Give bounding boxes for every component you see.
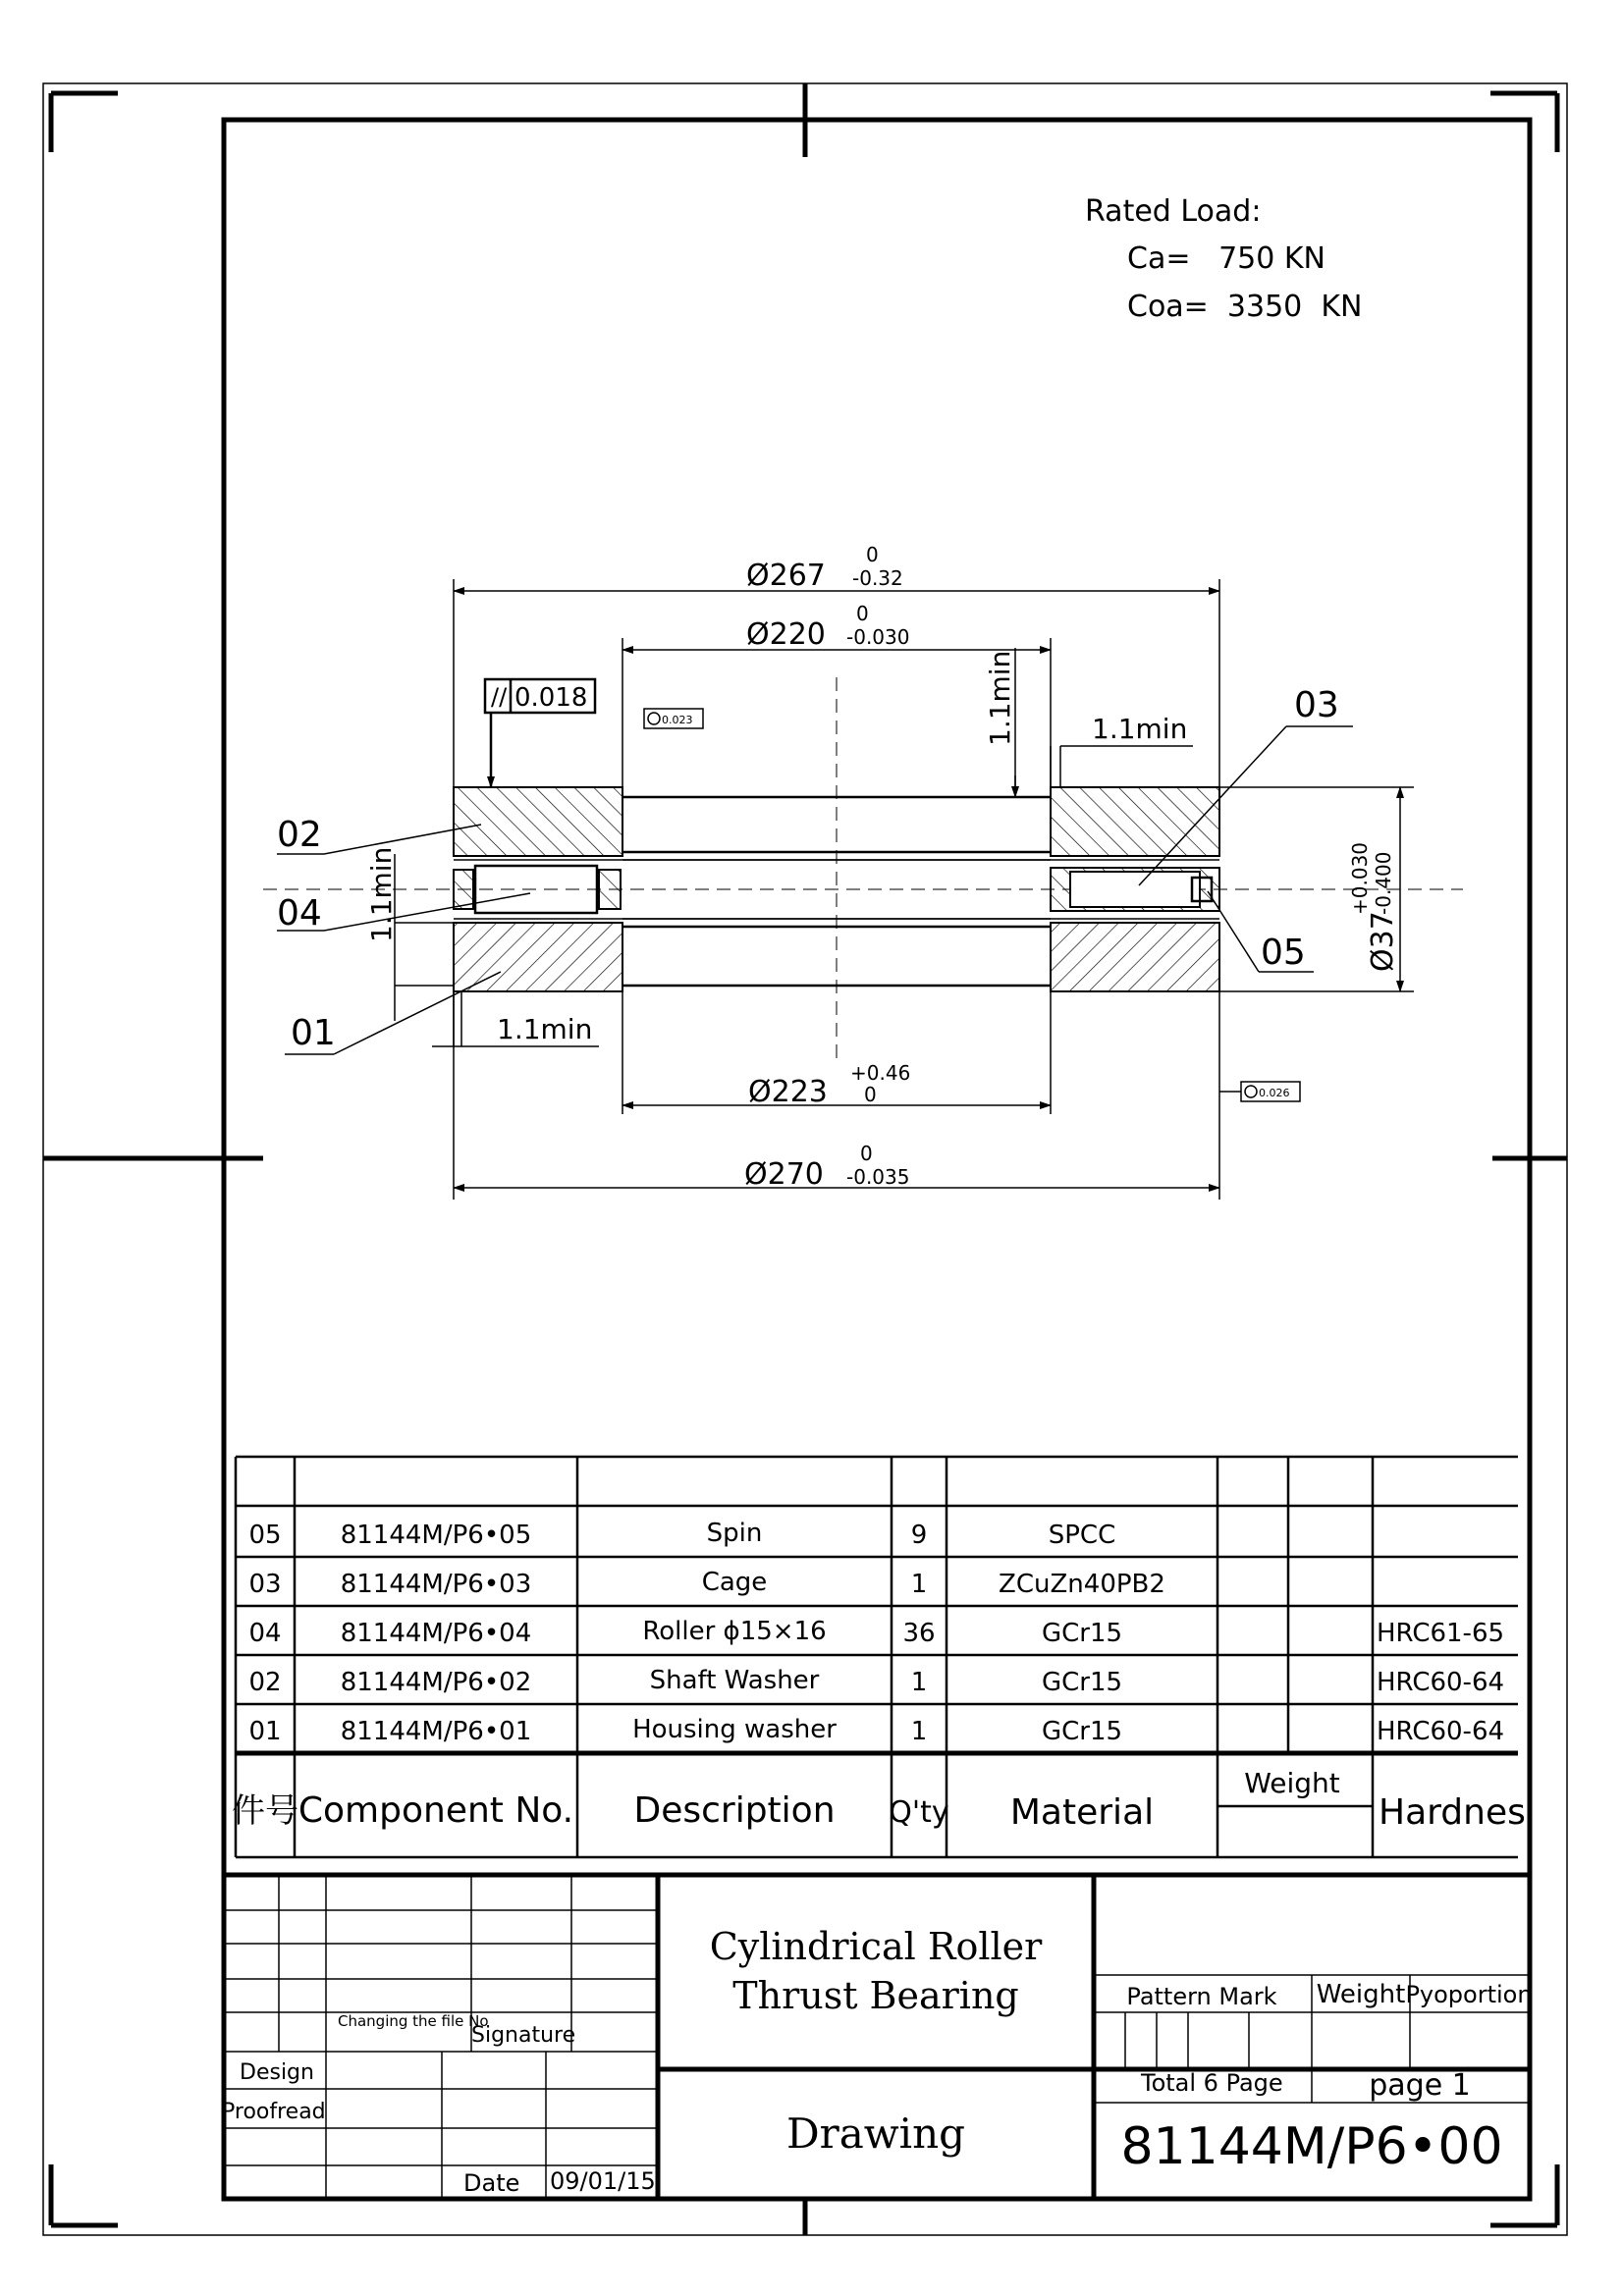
bom-cell-qty: 1 [910,1570,928,1599]
bom-cell-qty: 1 [910,1668,928,1697]
dim-220-tol-low: -0.030 [846,625,910,649]
bom-cell-hardness: HRC60-64 [1377,1717,1505,1746]
drawing-type: Drawing [785,2109,966,2158]
bom-cell-no: 03 [248,1570,282,1599]
dim-height: Ø37 [1366,911,1400,972]
housing-washer-left [454,923,622,991]
bom-cell-material: GCr15 [1041,1668,1123,1697]
bom-cell-material: SPCC [1048,1521,1116,1550]
dim-223-tol-up: +0.46 [850,1061,911,1085]
proofread-label: Proofread [222,2100,326,2124]
bom-cell-no: 02 [248,1668,282,1697]
dim-223-tol-low: 0 [864,1083,877,1106]
bom-cell-qty: 1 [910,1717,928,1746]
chamfer-top-horizontal: 1.1min [1092,713,1188,745]
dim-270-tol-low: -0.035 [846,1165,910,1189]
dim-270-tol-up: 0 [860,1142,873,1165]
bom-header-component: Component No. [298,1790,574,1831]
bom-cell-hardness: HRC60-64 [1377,1668,1505,1697]
bom-header-material: Material [1009,1792,1155,1833]
dimensions [365,543,1414,1200]
balloon-05: 05 [1261,933,1306,973]
bom-header-hardness: Hardnes [1379,1792,1526,1833]
bom-header-weight: Weight [1244,1767,1340,1799]
date-label: Date [463,2169,520,2197]
bom-cell-component: 81144M/P6•05 [340,1521,532,1550]
bom-cell-description: Housing washer [632,1715,837,1744]
rated-load-coa: Coa= 3350 KN [1127,290,1363,324]
bom-cell-qty: 9 [910,1521,928,1550]
dim-220-tol-up: 0 [856,602,869,625]
drawing-number: 81144M/P6•00 [1120,2117,1503,2176]
dim-220: Ø220 [746,617,826,652]
bom-cell-hardness: HRC61-65 [1377,1619,1505,1648]
bom-row [248,1715,1504,1746]
bom-cell-description: Roller ɸ15×16 [642,1617,827,1646]
bom-cell-material: ZCuZn40PB2 [999,1570,1165,1599]
balloon-04: 04 [277,893,322,934]
page-number: page 1 [1369,2068,1471,2103]
bearing-section [263,677,1463,1065]
dim-267-tol-low: -0.32 [852,566,903,590]
chamfer-top-vertical: 1.1min [984,650,1016,746]
bom-cell-description: Spin [706,1519,763,1548]
bom-row [248,1617,1504,1648]
pattern-mark-label: Pattern Mark [1126,1983,1277,2010]
total-pages: Total 6 Page [1141,2069,1283,2097]
bom-cell-component: 81144M/P6•03 [340,1570,532,1599]
bom-row [248,1519,1115,1550]
bom-header-no: 件号 [232,1791,298,1831]
weight-label: Weight [1316,1980,1406,2009]
bom-row [248,1568,1164,1599]
rated-load-note [1085,194,1362,324]
date-value: 09/01/15 [550,2167,656,2195]
bom-cell-qty: 36 [902,1619,936,1648]
dim-267: Ø267 [746,559,826,593]
parallelism-value: 0.018 [514,683,588,713]
drawing-title-line1: Cylindrical Roller [709,1925,1043,1968]
bom-cell-component: 81144M/P6•01 [340,1717,532,1746]
shaft-washer-right [1051,787,1219,856]
drawing-title-line2: Thrust Bearing [732,1974,1019,2017]
dim-223: Ø223 [748,1075,828,1109]
bom-row [248,1666,1504,1697]
rated-load-ca: Ca= 750 KN [1127,241,1325,276]
runout-value-top: 0.023 [662,714,693,726]
bom-cell-material: GCr15 [1041,1619,1123,1648]
bom-cell-component: 81144M/P6•02 [340,1668,532,1697]
bom-header-description: Description [633,1790,836,1831]
bom-cell-description: Shaft Washer [649,1666,820,1695]
dim-height-tol-up: +0.030 [1348,841,1372,915]
runout-value-bottom: 0.026 [1259,1087,1290,1099]
housing-washer-right [1051,923,1219,991]
roller-right [1070,872,1200,907]
title-block [222,1875,1533,2199]
design-label: Design [240,2060,314,2085]
balloon-01: 01 [291,1013,336,1053]
dim-267-tol-up: 0 [866,543,879,566]
rated-load-title: Rated Load: [1085,194,1262,229]
bom-header-qty: Q'ty [889,1795,949,1830]
chamfer-bottom-horizontal: 1.1min [497,1013,593,1045]
balloon-02: 02 [277,815,322,855]
bom-cell-no: 05 [248,1521,282,1550]
bom-table [232,1457,1526,1857]
dim-270: Ø270 [744,1157,824,1192]
bom-cell-no: 04 [248,1619,282,1648]
proportion-label: Pyoportion [1405,1981,1533,2008]
dim-height-tol-low: -0.400 [1372,851,1395,915]
signature-label: Signature [471,2023,576,2048]
bom-cell-material: GCr15 [1041,1717,1123,1746]
bom-cell-description: Cage [701,1568,768,1597]
balloon-03: 03 [1294,685,1339,725]
changing-file-no-label: Changing the file No [338,2012,489,2030]
chamfer-left-vertical: 1.1min [365,846,398,942]
shaft-washer-left [454,787,622,856]
dim-height-value: 37 [1366,911,1400,949]
drawing-border [224,120,1533,2199]
bom-cell-component: 81144M/P6•04 [340,1619,532,1648]
svg-text://: // [491,683,508,711]
bom-cell-no: 01 [248,1717,282,1746]
